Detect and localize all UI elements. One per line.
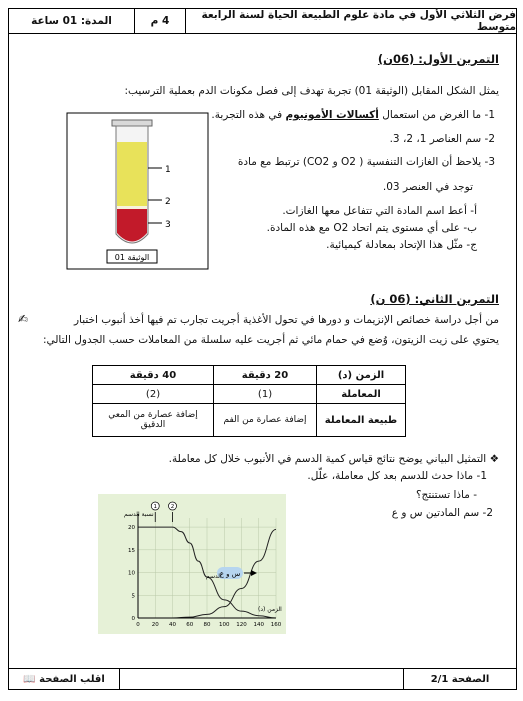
exercise2-curve-intro: ❖ التمثيل البياني يوضح نتائج قياس كمية الدسم في الأنبوب خلال كل معاملة. (168, 453, 499, 465)
exercise1-q3-line2: توجد في العنصر 03. (382, 181, 473, 193)
exercise1-qb: ب- على أي مستوى يتم اتحاد O2 مع هذه المادة. (266, 222, 477, 234)
y-tick-label: 10 (128, 570, 135, 577)
exercise1-q1 (211, 108, 495, 122)
label-3: 3 (165, 220, 171, 230)
treatment-table (92, 365, 406, 437)
marker-label-2: 2 (170, 504, 175, 510)
turn-page (9, 669, 120, 689)
x-tick-label: 140 (253, 622, 264, 628)
time-40: 40 دقيقة (93, 366, 214, 385)
lipid-chart (98, 494, 286, 634)
y-tick-label: 0 (131, 616, 135, 622)
footer-bar (8, 668, 517, 690)
page-number: الصفحة 2/1 (403, 669, 516, 689)
x-tick-label: 20 (151, 622, 159, 628)
corner-treatment: المعاملة (317, 385, 406, 404)
marker-label-1: 1 (153, 504, 157, 510)
exercise2-intro-line2: يحتوي على زيت الزيتون، وُضع في حمام مائي ثم أجريت عليه سلسلة من المعاملات حسب الجدول التالي: (42, 334, 499, 346)
exam-title: فرض الثلاثي الأول في مادة علوم الطبيعة الحياة لسنة الرابعة متوسط (185, 9, 516, 33)
corner-time: الزمن (د) (317, 366, 406, 385)
x-tick-label: 160 (270, 622, 282, 628)
label-1: 1 (165, 165, 171, 175)
exercise2-intro-line1: من أجل دراسة خصائص الإنزيمات و دورها في تحول الأغذية أجريت تجارب تم فيها أخذ أنبوب اختبار (73, 314, 499, 326)
exercise1-heading: التمرين الأول: (06ن) (377, 52, 499, 66)
exercise2-q2: 2- سم المادتين س و ع (391, 507, 493, 519)
row-label: طبيعة المعاملة (317, 404, 406, 437)
turn-page-label: اقلب الصفحة (39, 673, 105, 685)
exercise1-q3-line1: 3- يلاحظ أن الغازات التنفسية ( O2 و CO2) ترتبط مع مادة (237, 156, 495, 168)
label-2: 2 (165, 197, 171, 207)
y-tick-label: 5 (131, 593, 135, 600)
treatment-1: إضافة عصارة من الفم (214, 404, 317, 437)
number-1: (1) (214, 385, 317, 404)
q1-prefix: 1- ما الغرض من استعمال (382, 109, 495, 121)
test-tube-figure (66, 112, 209, 270)
exercise1-intro: يمثل الشكل المقابل (الوثيقة 01) تجربة تهدف إلى فصل مكونات الدم بعملية الترسيب: (124, 85, 499, 97)
exercise1-q2: 2- سم العناصر 1، 2، 3. (389, 133, 495, 145)
exercise2-heading: التمرين الثاني: (06 ن) (370, 292, 499, 306)
q1-suffix: في هذه التجربة. (211, 109, 283, 121)
exercise1-qa: أ- أعط اسم المادة التي تتفاعل معها الغازات. (282, 205, 477, 217)
book-icon: 📖 (23, 673, 36, 685)
y-tick-label: 15 (128, 547, 135, 554)
time-20: 20 دقيقة (214, 366, 317, 385)
x-axis-label: الزمن (د) (258, 606, 282, 613)
x-tick-label: 60 (186, 622, 194, 628)
exercise2-q1: 1- ماذا حدث للدسم بعد كل معاملة، علّل. (307, 470, 487, 482)
exercise1-qc: ج- مثّل هذا الإتحاد بمعادلة كيميائية. (326, 239, 477, 251)
y-axis-label: نسبة الدسم (124, 511, 154, 518)
q1-bold: أكسالات الأمونيوم (285, 109, 379, 121)
pencil-icon: ✍ (18, 312, 29, 326)
treatment-table-wrap (92, 365, 406, 437)
x-tick-label: 80 (203, 622, 211, 628)
x-tick-label: 0 (136, 622, 140, 628)
treatment-2: إضافة عصارة من المعي الدقيق (93, 404, 214, 437)
plasma-layer (117, 142, 147, 206)
substances-label: س و ع (219, 570, 241, 578)
number-2: (2) (93, 385, 214, 404)
header-bar (8, 8, 517, 34)
exercise2-q1a: - ماذا تستنتج؟ (415, 489, 477, 501)
curve-intro-text: التمثيل البياني يوضح نتائج قياس كمية الدسم في الأنبوب خلال كل معاملة. (168, 453, 487, 465)
duration-label: المدة: 01 ساعة (31, 15, 112, 27)
level-label: 4 م (134, 9, 185, 33)
x-tick-label: 120 (236, 622, 247, 628)
tube-rim (112, 120, 152, 126)
y-tick-label: 20 (128, 525, 135, 532)
cells-layer (117, 209, 147, 242)
footer-spacer (120, 669, 403, 689)
buffy-layer (117, 206, 147, 209)
figure-caption: الوثيقة 01 (114, 253, 150, 262)
lipid-label: الدسم (206, 573, 222, 580)
x-tick-label: 40 (169, 622, 176, 628)
x-tick-label: 100 (219, 622, 230, 628)
